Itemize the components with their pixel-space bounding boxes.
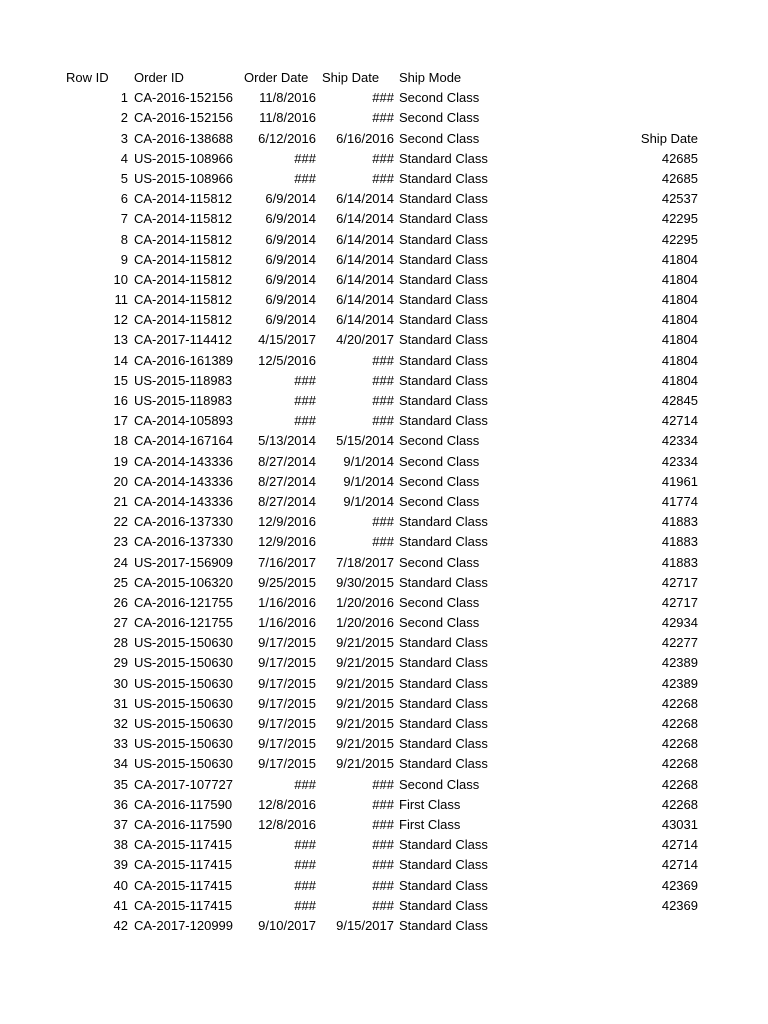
cell-order-id[interactable]: CA-2014-143336 (134, 453, 234, 469)
cell-ship-mode[interactable]: Standard Class (399, 312, 488, 328)
side-cell-ship-date[interactable]: 42295 (661, 231, 698, 247)
cell-order-date[interactable]: ### (294, 372, 316, 388)
cell-row-id[interactable]: 13 (113, 332, 128, 348)
cell-order-id[interactable]: CA-2016-121755 (134, 615, 234, 631)
cell-ship-date[interactable]: 7/18/2017 (336, 554, 394, 570)
table-row (0, 411, 768, 431)
data-rows (0, 88, 768, 936)
cell-order-date[interactable]: 11/8/2016 (259, 110, 316, 126)
cell-ship-mode[interactable]: Standard Class (399, 534, 488, 550)
cell-order-id[interactable]: US-2015-118983 (134, 372, 233, 388)
table-row (0, 553, 768, 573)
cell-ship-mode[interactable]: Standard Class (399, 695, 488, 711)
side-cell-ship-date[interactable]: 42268 (661, 716, 698, 731)
table-row (0, 129, 768, 149)
cell-row-id[interactable]: 25 (113, 574, 128, 590)
cell-ship-date[interactable]: ### (372, 110, 394, 126)
cell-ship-date[interactable]: ### (372, 413, 394, 429)
cell-ship-mode[interactable]: Standard Class (399, 372, 488, 388)
table-row (0, 472, 768, 492)
cell-order-date[interactable]: 12/8/2016 (258, 816, 316, 832)
cell-ship-date[interactable]: ### (372, 837, 394, 853)
cell-order-id[interactable]: CA-2016-161389 (134, 352, 234, 368)
cell-order-id[interactable]: US-2015-150630 (134, 695, 234, 711)
cell-order-id[interactable]: CA-2014-115812 (134, 271, 233, 287)
cell-ship-mode[interactable]: Standard Class (399, 877, 488, 893)
cell-ship-date[interactable]: 9/1/2014 (343, 493, 394, 509)
cell-order-id[interactable]: CA-2016-152156 (134, 110, 234, 126)
cell-order-id[interactable]: US-2015-150630 (134, 635, 234, 651)
cell-order-id[interactable]: CA-2015-117415 (134, 837, 233, 853)
cell-ship-date[interactable]: 9/21/2015 (336, 675, 394, 691)
table-row (0, 734, 768, 754)
side-cell-ship-date[interactable]: 41883 (661, 534, 698, 550)
table-row (0, 855, 768, 875)
table-row (0, 209, 768, 229)
cell-row-id[interactable]: 10 (113, 271, 128, 287)
cell-order-id[interactable]: CA-2015-117415 (134, 877, 233, 893)
header-row-id[interactable]: Row ID (66, 70, 109, 85)
cell-order-date[interactable]: 6/9/2014 (265, 251, 316, 267)
cell-ship-mode[interactable]: Standard Class (399, 675, 488, 691)
side-cell-ship-date[interactable]: 41804 (661, 251, 698, 267)
table-row (0, 896, 768, 916)
cell-row-id[interactable]: 7 (120, 211, 128, 227)
header-row (0, 68, 768, 88)
cell-ship-mode[interactable]: Second Class (399, 615, 480, 631)
table-row (0, 714, 768, 734)
cell-order-id[interactable]: CA-2014-115812 (134, 231, 233, 247)
cell-ship-mode[interactable]: Standard Class (399, 170, 488, 186)
cell-row-id[interactable]: 35 (113, 776, 128, 792)
cell-ship-date[interactable]: 9/21/2015 (336, 655, 394, 671)
cell-order-date[interactable]: 8/27/2014 (258, 453, 316, 469)
cell-order-date[interactable]: 7/16/2017 (258, 554, 316, 570)
table-row (0, 815, 768, 835)
header-order-id[interactable]: Order ID (134, 70, 184, 85)
side-cell-ship-date[interactable]: 42845 (661, 393, 698, 408)
table-row (0, 270, 768, 290)
cell-order-id[interactable]: CA-2015-117415 (134, 857, 233, 873)
cell-order-date[interactable]: ### (294, 857, 316, 873)
cell-order-date[interactable]: 1/16/2016 (258, 594, 316, 610)
cell-row-id[interactable]: 19 (113, 453, 128, 469)
table-row (0, 330, 768, 350)
cell-ship-date[interactable]: 4/20/2017 (336, 332, 394, 348)
cell-ship-mode[interactable]: Standard Class (399, 655, 488, 671)
table-row (0, 88, 768, 108)
cell-ship-date[interactable]: 9/30/2015 (336, 574, 394, 590)
cell-ship-date[interactable]: 9/1/2014 (343, 453, 394, 469)
cell-row-id[interactable]: 34 (113, 756, 128, 772)
side-cell-ship-date[interactable]: 42277 (661, 635, 698, 651)
cell-order-date[interactable]: ### (294, 170, 316, 186)
cell-ship-mode[interactable]: Second Class (399, 433, 480, 449)
cell-ship-date[interactable]: 9/21/2015 (336, 756, 394, 772)
cell-row-id[interactable]: 38 (113, 837, 128, 853)
cell-ship-date[interactable]: 6/14/2014 (336, 271, 394, 287)
cell-ship-mode[interactable]: First Class (399, 796, 461, 812)
side-cell-ship-date[interactable]: 42685 (661, 170, 698, 186)
cell-order-date[interactable]: 9/17/2015 (258, 675, 316, 691)
cell-order-id[interactable]: CA-2016-137330 (134, 514, 234, 530)
cell-ship-date[interactable]: 5/15/2014 (336, 433, 394, 449)
cell-order-id[interactable]: CA-2016-117590 (134, 816, 233, 832)
cell-ship-date[interactable]: 9/21/2015 (336, 736, 394, 752)
cell-ship-mode[interactable]: Standard Class (399, 574, 488, 590)
cell-order-date[interactable]: 12/5/2016 (258, 352, 316, 368)
table-row (0, 694, 768, 714)
side-cell-ship-date[interactable]: 42369 (661, 877, 698, 893)
side-cell-ship-date[interactable]: 42389 (661, 655, 698, 671)
cell-ship-date[interactable]: 6/14/2014 (336, 292, 394, 308)
cell-row-id[interactable]: 28 (113, 635, 128, 651)
cell-ship-date[interactable]: ### (372, 857, 394, 873)
cell-order-id[interactable]: US-2015-150630 (134, 716, 234, 731)
cell-order-id[interactable]: CA-2016-138688 (134, 130, 234, 146)
side-cell-ship-date[interactable]: 41804 (661, 332, 698, 348)
cell-ship-mode[interactable]: Second Class (399, 554, 480, 570)
cell-order-date[interactable]: 9/17/2015 (258, 695, 316, 711)
cell-order-date[interactable]: 8/27/2014 (258, 493, 316, 509)
cell-row-id[interactable]: 14 (113, 352, 128, 368)
cell-order-id[interactable]: US-2015-150630 (134, 756, 234, 772)
cell-row-id[interactable]: 5 (120, 170, 128, 186)
cell-order-date[interactable]: 5/13/2014 (258, 433, 316, 449)
side-cell-ship-date[interactable]: 42268 (661, 796, 698, 812)
side-cell-ship-date[interactable]: 41961 (661, 473, 698, 489)
cell-ship-mode[interactable]: Second Class (399, 453, 480, 469)
cell-row-id[interactable]: 2 (120, 110, 128, 126)
cell-ship-mode[interactable]: Standard Class (399, 292, 488, 308)
cell-ship-date[interactable]: 6/14/2014 (336, 312, 394, 328)
cell-order-date[interactable]: 9/17/2015 (258, 736, 316, 752)
cell-order-date[interactable]: 9/10/2017 (258, 917, 316, 933)
side-cell-ship-date[interactable]: 42717 (661, 574, 698, 590)
cell-order-id[interactable]: CA-2016-137330 (134, 534, 234, 550)
cell-ship-date[interactable]: ### (372, 897, 394, 913)
table-row (0, 593, 768, 613)
side-cell-ship-date[interactable]: 42334 (661, 433, 698, 449)
cell-row-id[interactable]: 42 (113, 917, 128, 933)
cell-ship-mode[interactable]: Standard Class (399, 231, 488, 247)
cell-order-date[interactable]: 6/9/2014 (265, 211, 316, 227)
cell-order-date[interactable]: ### (294, 877, 316, 893)
cell-ship-date[interactable]: ### (372, 796, 394, 812)
cell-row-id[interactable]: 3 (120, 130, 128, 146)
cell-ship-date[interactable]: ### (372, 534, 394, 550)
cell-order-date[interactable]: 12/9/2016 (258, 514, 316, 530)
cell-order-date[interactable]: 6/9/2014 (265, 271, 316, 287)
cell-ship-date[interactable]: 6/14/2014 (336, 251, 394, 267)
cell-ship-date[interactable]: ### (372, 393, 394, 408)
cell-ship-date[interactable]: 1/20/2016 (336, 615, 394, 631)
cell-order-id[interactable]: US-2015-150630 (134, 655, 234, 671)
cell-order-id[interactable]: CA-2014-143336 (134, 473, 234, 489)
side-cell-ship-date[interactable]: 42268 (661, 776, 698, 792)
side-cell-ship-date[interactable]: 42934 (661, 615, 698, 631)
cell-row-id[interactable]: 1 (120, 90, 128, 106)
cell-ship-date[interactable]: 6/14/2014 (336, 211, 394, 227)
side-cell-ship-date[interactable]: 42389 (661, 675, 698, 691)
cell-ship-date[interactable]: 9/21/2015 (336, 695, 394, 711)
side-cell-ship-date[interactable]: 41804 (661, 271, 698, 287)
cell-order-id[interactable]: CA-2014-105893 (134, 413, 234, 429)
cell-row-id[interactable]: 40 (113, 877, 128, 893)
side-header-ship-date[interactable]: Ship Date (640, 130, 698, 146)
table-row (0, 351, 768, 371)
cell-ship-date[interactable]: ### (372, 372, 394, 388)
cell-ship-mode[interactable]: Standard Class (399, 271, 488, 287)
table-row (0, 452, 768, 472)
cell-order-id[interactable]: CA-2014-167164 (134, 433, 234, 449)
cell-order-id[interactable]: CA-2014-115812 (134, 211, 233, 227)
cell-order-date[interactable]: 9/17/2015 (258, 716, 316, 731)
cell-ship-date[interactable]: ### (372, 877, 394, 893)
side-cell-ship-date[interactable]: 41774 (661, 493, 698, 509)
cell-ship-date[interactable]: 9/1/2014 (343, 473, 394, 489)
cell-ship-mode[interactable]: Standard Class (399, 716, 488, 731)
cell-row-id[interactable]: 26 (113, 594, 128, 610)
cell-row-id[interactable]: 12 (113, 312, 128, 328)
side-cell-ship-date[interactable]: 41883 (661, 514, 698, 530)
cell-ship-mode[interactable]: Standard Class (399, 211, 488, 227)
side-cell-ship-date[interactable]: 42268 (661, 736, 698, 752)
table-row (0, 754, 768, 774)
cell-order-date[interactable]: ### (294, 837, 316, 853)
side-cell-ship-date[interactable]: 42537 (661, 191, 698, 207)
table-row (0, 391, 768, 411)
cell-ship-mode[interactable]: Second Class (399, 130, 480, 146)
cell-order-date[interactable]: 11/8/2016 (259, 90, 316, 106)
side-cell-ship-date[interactable]: 42685 (661, 150, 698, 166)
cell-ship-mode[interactable]: Second Class (399, 594, 480, 610)
table-row (0, 532, 768, 552)
cell-order-id[interactable]: US-2015-118983 (134, 393, 233, 408)
table-row (0, 108, 768, 128)
cell-ship-mode[interactable]: Standard Class (399, 332, 488, 348)
cell-order-id[interactable]: US-2017-156909 (134, 554, 234, 570)
cell-row-id[interactable]: 32 (113, 716, 128, 731)
side-cell-ship-date[interactable]: 43031 (661, 816, 698, 832)
spreadsheet (0, 68, 768, 936)
header-order-date[interactable]: Order Date (244, 70, 309, 85)
cell-ship-date[interactable]: 1/20/2016 (336, 594, 394, 610)
side-cell-ship-date[interactable]: 42714 (661, 857, 698, 873)
cell-ship-date[interactable]: 6/16/2016 (336, 130, 394, 146)
cell-order-id[interactable]: CA-2014-115812 (134, 292, 233, 308)
cell-ship-mode[interactable]: Standard Class (399, 352, 488, 368)
cell-row-id[interactable]: 31 (113, 695, 128, 711)
cell-row-id[interactable]: 41 (113, 897, 128, 913)
table-row (0, 674, 768, 694)
cell-row-id[interactable]: 24 (113, 554, 128, 570)
cell-order-id[interactable]: CA-2015-117415 (134, 897, 233, 913)
cell-row-id[interactable]: 39 (113, 857, 128, 873)
cell-order-date[interactable]: ### (294, 413, 316, 429)
cell-order-date[interactable]: 9/17/2015 (258, 756, 316, 772)
cell-order-id[interactable]: CA-2014-143336 (134, 493, 234, 509)
table-row (0, 169, 768, 189)
cell-row-id[interactable]: 21 (113, 493, 128, 509)
cell-order-id[interactable]: CA-2016-152156 (134, 90, 234, 106)
table-row (0, 835, 768, 855)
cell-order-date[interactable]: ### (294, 776, 316, 792)
cell-ship-date[interactable]: 9/15/2017 (336, 917, 394, 933)
table-row (0, 653, 768, 673)
table-row (0, 371, 768, 391)
table-row (0, 290, 768, 310)
cell-order-id[interactable]: US-2015-108966 (134, 150, 234, 166)
cell-order-date[interactable]: 4/15/2017 (258, 332, 316, 348)
cell-ship-date[interactable]: 9/21/2015 (336, 716, 394, 731)
cell-ship-mode[interactable]: Second Class (399, 473, 480, 489)
cell-order-date[interactable]: ### (294, 150, 316, 166)
table-row (0, 492, 768, 512)
cell-row-id[interactable]: 29 (113, 655, 128, 671)
table-row (0, 250, 768, 270)
cell-row-id[interactable]: 22 (113, 514, 128, 530)
cell-order-date[interactable]: 9/25/2015 (258, 574, 316, 590)
cell-ship-date[interactable]: ### (372, 170, 394, 186)
table-row (0, 795, 768, 815)
cell-order-id[interactable]: US-2015-150630 (134, 675, 234, 691)
table-row (0, 876, 768, 896)
cell-order-date[interactable]: 1/16/2016 (258, 615, 316, 631)
cell-order-id[interactable]: CA-2014-115812 (134, 312, 233, 328)
cell-ship-mode[interactable]: Standard Class (399, 917, 488, 933)
cell-order-date[interactable]: 8/27/2014 (258, 473, 316, 489)
cell-order-date[interactable]: 12/9/2016 (258, 534, 316, 550)
table-row (0, 431, 768, 451)
cell-order-id[interactable]: CA-2016-117590 (134, 796, 233, 812)
cell-row-id[interactable]: 9 (120, 251, 128, 267)
side-cell-ship-date[interactable]: 41804 (661, 312, 698, 328)
cell-order-date[interactable]: 9/17/2015 (258, 655, 316, 671)
cell-ship-mode[interactable]: Second Class (399, 776, 480, 792)
cell-row-id[interactable]: 23 (113, 534, 128, 550)
table-row (0, 613, 768, 633)
cell-order-date[interactable]: ### (294, 897, 316, 913)
cell-ship-date[interactable]: ### (372, 90, 394, 106)
side-cell-ship-date[interactable]: 41804 (661, 292, 698, 308)
cell-ship-mode[interactable]: Second Class (399, 90, 480, 106)
cell-ship-mode[interactable]: Standard Class (399, 756, 488, 772)
cell-order-date[interactable]: 6/9/2014 (265, 231, 316, 247)
cell-ship-date[interactable]: 9/21/2015 (336, 635, 394, 651)
cell-row-id[interactable]: 27 (113, 615, 128, 631)
cell-row-id[interactable]: 36 (113, 796, 128, 812)
cell-ship-mode[interactable]: Second Class (399, 110, 480, 126)
side-cell-ship-date[interactable]: 42714 (661, 413, 698, 429)
cell-row-id[interactable]: 37 (113, 816, 128, 832)
cell-ship-date[interactable]: ### (372, 150, 394, 166)
cell-row-id[interactable]: 4 (120, 150, 128, 166)
table-row (0, 189, 768, 209)
cell-ship-mode[interactable]: Standard Class (399, 897, 488, 913)
cell-ship-mode[interactable]: Standard Class (399, 251, 488, 267)
cell-row-id[interactable]: 33 (113, 736, 128, 752)
side-cell-ship-date[interactable]: 41804 (661, 372, 698, 388)
table-row (0, 310, 768, 330)
cell-order-date[interactable]: 6/9/2014 (265, 292, 316, 308)
cell-ship-mode[interactable]: Standard Class (399, 837, 488, 853)
side-cell-ship-date[interactable]: 41883 (661, 554, 698, 570)
cell-row-id[interactable]: 18 (113, 433, 128, 449)
cell-ship-mode[interactable]: Standard Class (399, 857, 488, 873)
side-cell-ship-date[interactable]: 42334 (661, 453, 698, 469)
cell-ship-mode[interactable]: Standard Class (399, 514, 488, 530)
cell-ship-mode[interactable]: Standard Class (399, 413, 488, 429)
side-cell-ship-date[interactable]: 42295 (661, 211, 698, 227)
table-row (0, 916, 768, 936)
cell-order-date[interactable]: 9/17/2015 (258, 635, 316, 651)
cell-ship-date[interactable]: 6/14/2014 (336, 191, 394, 207)
cell-row-id[interactable]: 16 (113, 393, 128, 408)
side-cell-ship-date[interactable]: 41804 (661, 352, 698, 368)
cell-ship-mode[interactable]: Second Class (399, 493, 480, 509)
cell-order-id[interactable]: CA-2015-106320 (134, 574, 234, 590)
cell-row-id[interactable]: 15 (113, 372, 128, 388)
side-cell-ship-date[interactable]: 42268 (661, 695, 698, 711)
cell-row-id[interactable]: 6 (120, 191, 128, 207)
cell-order-id[interactable]: CA-2014-115812 (134, 191, 233, 207)
cell-order-id[interactable]: CA-2017-114412 (134, 332, 233, 348)
cell-ship-date[interactable]: ### (372, 352, 394, 368)
table-row (0, 775, 768, 795)
cell-order-date[interactable]: 6/9/2014 (265, 191, 316, 207)
cell-ship-date[interactable]: ### (372, 816, 394, 832)
table-row (0, 633, 768, 653)
header-ship-date[interactable]: Ship Date (322, 70, 380, 85)
side-cell-ship-date[interactable]: 42369 (661, 897, 698, 913)
table-row (0, 573, 768, 593)
cell-ship-mode[interactable]: Standard Class (399, 393, 488, 408)
cell-row-id[interactable]: 11 (114, 292, 128, 308)
cell-order-id[interactable]: CA-2017-107727 (134, 776, 234, 792)
cell-ship-date[interactable]: ### (372, 514, 394, 530)
cell-row-id[interactable]: 20 (113, 473, 128, 489)
side-cell-ship-date[interactable]: 42268 (661, 756, 698, 772)
cell-row-id[interactable]: 17 (113, 413, 128, 429)
cell-ship-mode[interactable]: Standard Class (399, 150, 488, 166)
cell-order-id[interactable]: US-2015-108966 (134, 170, 234, 186)
table-row (0, 149, 768, 169)
table-row (0, 230, 768, 250)
cell-ship-mode[interactable]: Standard Class (399, 736, 488, 752)
cell-order-date[interactable]: 12/8/2016 (258, 796, 316, 812)
cell-ship-mode[interactable]: First Class (399, 816, 461, 832)
cell-order-id[interactable]: CA-2014-115812 (134, 251, 233, 267)
cell-ship-date[interactable]: ### (372, 776, 394, 792)
cell-order-date[interactable]: 6/9/2014 (265, 312, 316, 328)
cell-order-date[interactable]: ### (294, 393, 316, 408)
header-ship-mode[interactable]: Ship Mode (399, 70, 462, 85)
cell-ship-mode[interactable]: Standard Class (399, 635, 488, 651)
side-cell-ship-date[interactable]: 42714 (661, 837, 698, 853)
table-row (0, 512, 768, 532)
cell-ship-date[interactable]: 6/14/2014 (336, 231, 394, 247)
cell-row-id[interactable]: 30 (113, 675, 128, 691)
cell-ship-mode[interactable]: Standard Class (399, 191, 488, 207)
cell-order-date[interactable]: 6/12/2016 (258, 130, 316, 146)
cell-order-id[interactable]: US-2015-150630 (134, 736, 234, 752)
cell-order-id[interactable]: CA-2016-121755 (134, 594, 234, 610)
cell-row-id[interactable]: 8 (120, 231, 128, 247)
side-cell-ship-date[interactable]: 42717 (661, 594, 698, 610)
cell-order-id[interactable]: CA-2017-120999 (134, 917, 234, 933)
